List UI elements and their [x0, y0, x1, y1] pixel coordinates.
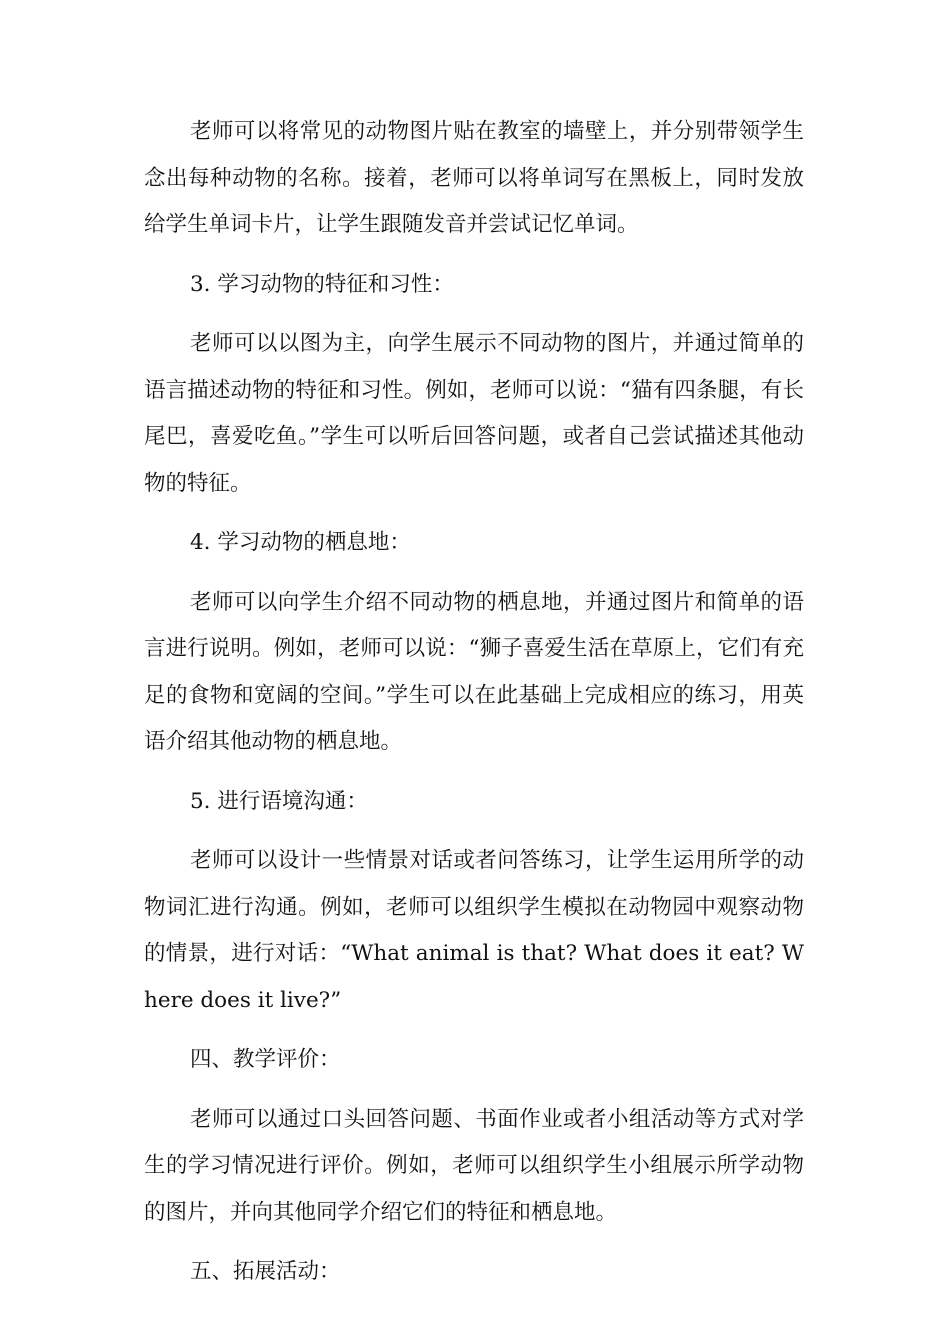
paragraph-vocabulary-cards: 老师可以将常见的动物图片贴在教室的墙壁上，并分别带领学生念出每种动物的名称。接着，老师可以将单词写在黑板上，同时发放给学生单词卡片，让学生跟随发音并尝试记忆单词。 [144, 119, 804, 237]
heading-context-communication: 5. 进行语境沟通： [190, 788, 368, 814]
heading-animal-habitat: 4. 学习动物的栖息地： [190, 530, 411, 555]
paragraph-context-communication: 老师可以设计一些情景对话或者问答练习，让学生运用所学的动物词汇进行沟通。例如，老师可以组织学生模拟在动物园中观察动物的情景，进行对话：“What animal is that? What does it eat? Where does it live?” [144, 848, 804, 1013]
paragraph-animal-features: 老师可以以图为主，向学生展示不同动物的图片，并通过简单的语言描述动物的特征和习性。例如，老师可以说：“猫有四条腿，有长尾巴，喜爱吃鱼。”学生可以听后回答问题，或者自己尝试描述其他动物的特征。 [144, 331, 804, 496]
paragraph-animal-habitat: 老师可以向学生介绍不同动物的栖息地，并通过图片和简单的语言进行说明。例如，老师可以说：“狮子喜爱生活在草原上，它们有充足的食物和宽阔的空间。”学生可以在此基础上完成相应的练习，用英语介绍其他动物的栖息地。 [144, 589, 804, 754]
heading-animal-features: 3. 学习动物的特征和习性： [190, 271, 454, 297]
document-body [144, 109, 804, 1309]
heading-teaching-evaluation: 四、教学评价： [190, 1047, 341, 1072]
paragraph-teaching-evaluation: 老师可以通过口头回答问题、书面作业或者小组活动等方式对学生的学习情况进行评价。例如，老师可以组织学生小组展示所学动物的图片，并向其他同学介绍它们的特征和栖息地。 [144, 1106, 804, 1225]
heading-extension-activities: 五、拓展活动： [190, 1259, 341, 1284]
